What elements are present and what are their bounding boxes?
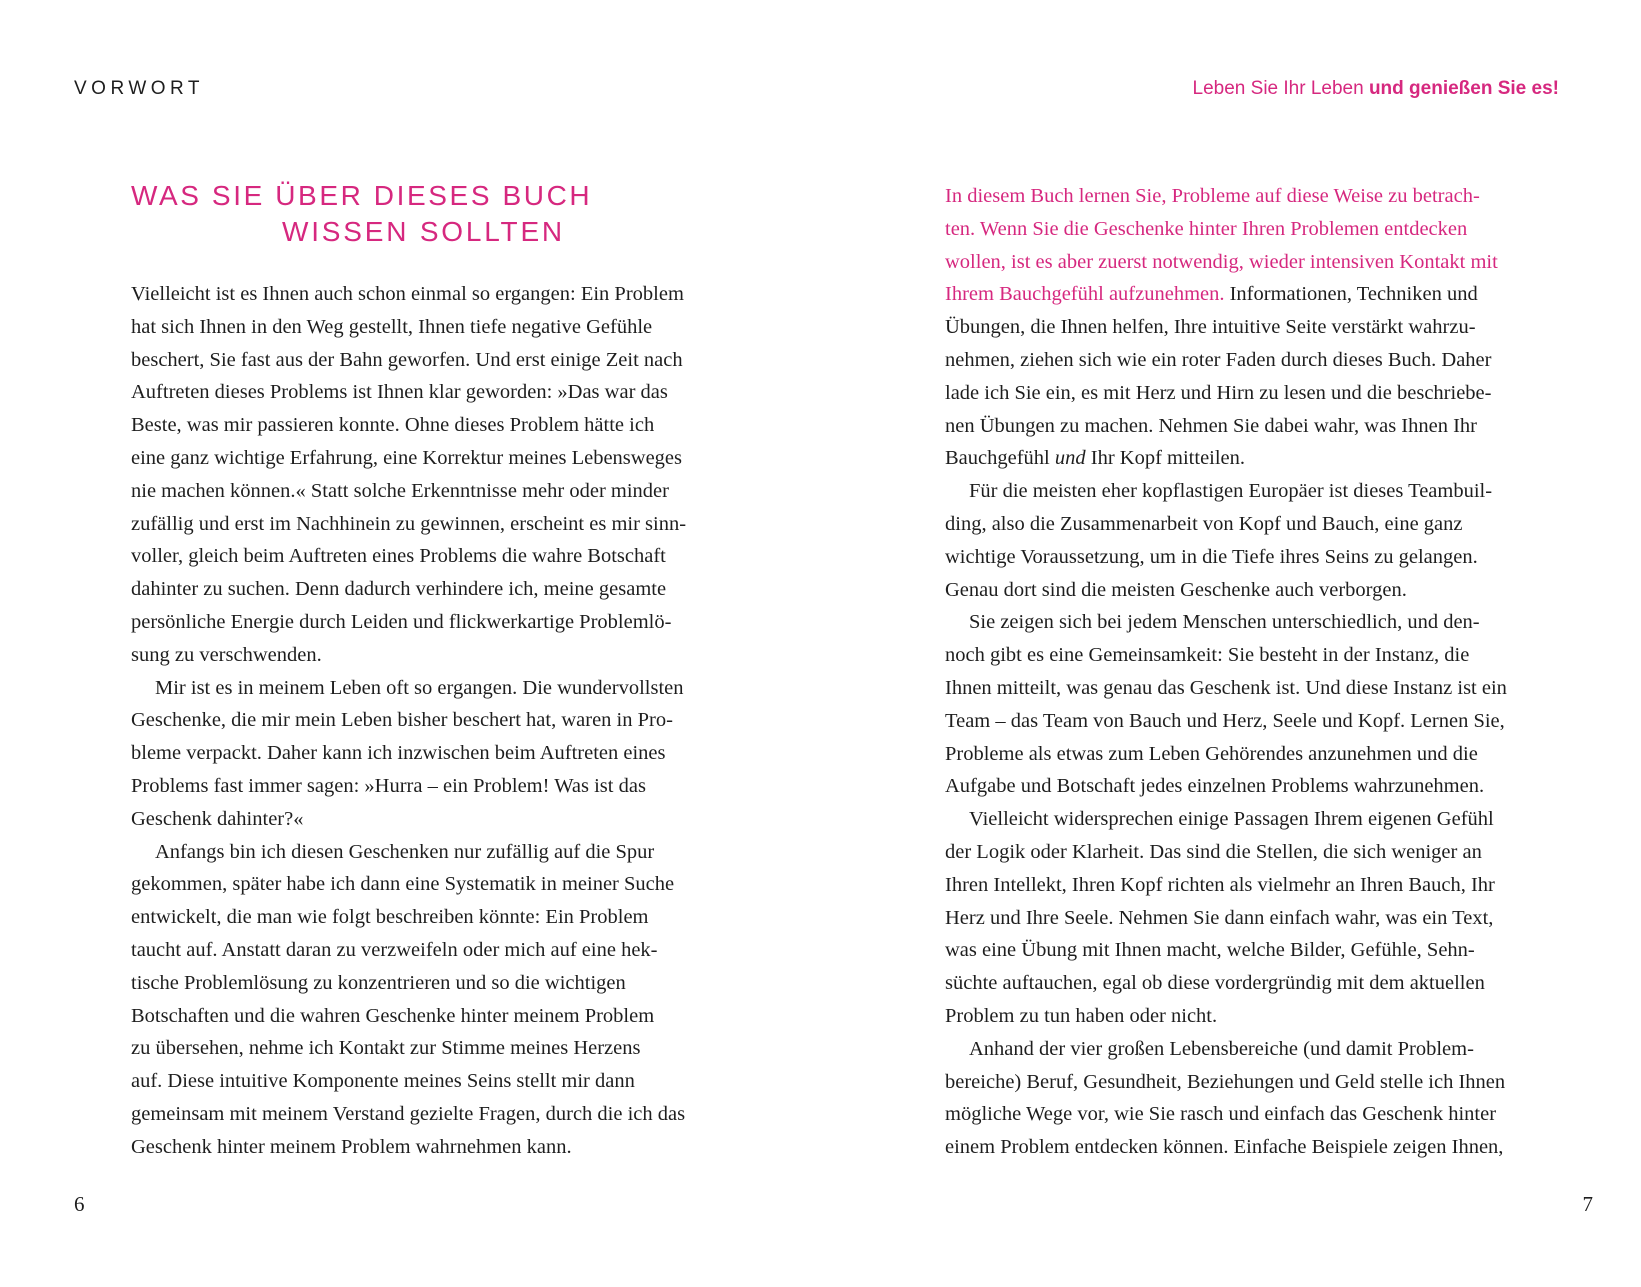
text-line: voller, gleich beim Auftreten eines Problems die wahre Botschaft	[131, 545, 666, 568]
highlight-line: ten. Wenn Sie die Geschenke hinter Ihren Problemen entdecken	[945, 217, 1468, 240]
running-head-regular: Leben Sie Ihr Leben	[1192, 78, 1369, 99]
right-body-text	[945, 180, 1545, 1164]
text-line: Genau dort sind die meisten Geschenke auch verborgen.	[945, 578, 1407, 601]
text-line: sung zu verschwenden.	[131, 643, 322, 666]
italic-word: und	[1054, 447, 1086, 470]
page-number-left: 6	[74, 1192, 85, 1216]
text-line: zu übersehen, nehme ich Kontakt zur Stimme meines Herzens	[131, 1037, 641, 1060]
text-line: mögliche Wege vor, wie Sie rasch und einfach das Geschenk hinter	[945, 1103, 1497, 1126]
running-head-right	[1193, 78, 1559, 100]
text-line: bereiche) Beruf, Gesundheit, Beziehungen und Geld stelle ich Ihnen	[945, 1070, 1506, 1093]
text-line: Mir ist es in meinem Leben oft so ergangen. Die wundervollsten	[155, 676, 684, 699]
running-head-left: VORWORT	[74, 78, 205, 99]
text-line: nen Übungen zu machen. Nehmen Sie dabei wahr, was Ihnen Ihr	[945, 414, 1477, 437]
text-line: Aufgabe und Botschaft jedes einzelnen Problems wahrzunehmen.	[945, 775, 1485, 798]
text-line: Auftreten dieses Problems ist Ihnen klar geworden: »Das war das	[131, 381, 668, 404]
chapter-title-line-2: WISSEN SOLLTEN	[282, 216, 565, 247]
text-line: tische Problemlösung zu konzentrieren und so die wichtigen	[131, 971, 626, 994]
right-page	[820, 0, 1641, 1287]
text-line: gemeinsam mit meinem Verstand gezielte Fragen, durch die ich das	[131, 1102, 686, 1125]
text-line: Botschaften und die wahren Geschenke hinter meinem Problem	[131, 1004, 655, 1027]
text-line: bleme verpackt. Daher kann ich inzwischen beim Auftreten eines	[131, 742, 666, 765]
text-line: Übungen, die Ihnen helfen, Ihre intuitive Seite verstärkt wahrzu-	[945, 316, 1476, 339]
text-line: Team – das Team von Bauch und Herz, Seele und Kopf. Lernen Sie,	[945, 709, 1505, 732]
text-line: taucht auf. Anstatt daran zu verzweifeln oder mich auf eine hek-	[131, 938, 658, 961]
text-fragment: Ihr Kopf mitteilen.	[1085, 447, 1246, 470]
text-line: Ihren Intellekt, Ihren Kopf richten als vielmehr an Ihren Bauch, Ihr	[945, 873, 1495, 896]
text-line	[945, 442, 1545, 475]
highlight-line: wollen, ist es aber zuerst notwendig, wieder intensiven Kontakt mit	[945, 250, 1498, 273]
running-head-bold: und genießen Sie es!	[1368, 78, 1559, 99]
text-line: noch gibt es eine Gemeinsamkeit: Sie besteht in der Instanz, die	[945, 644, 1470, 667]
left-body-text	[131, 278, 721, 1164]
text-line: entwickelt, die man wie folgt beschreiben könnte: Ein Problem	[131, 906, 649, 929]
text-line: Ihnen mitteilt, was genau das Geschenk ist. Und diese Instanz ist ein	[945, 676, 1507, 699]
text-line: was eine Übung mit Ihnen macht, welche Bilder, Gefühle, Sehn-	[945, 939, 1475, 962]
text-line: wichtige Voraussetzung, um in die Tiefe ihres Seins zu gelangen.	[945, 545, 1478, 568]
text-line: Herz und Ihre Seele. Nehmen Sie dann einfach wahr, was ein Text,	[945, 906, 1494, 929]
text-line: Für die meisten eher kopflastigen Europäer ist dieses Teambuil-	[969, 480, 1493, 503]
left-page	[0, 0, 820, 1287]
text-line: gekommen, später habe ich dann eine Systematik in meiner Suche	[131, 873, 675, 896]
text-line: Problems fast immer sagen: »Hurra – ein Problem! Was ist das	[131, 774, 646, 797]
page-number-right: 7	[1582, 1192, 1593, 1216]
text-line: nie machen können.« Statt solche Erkenntnisse mehr oder minder	[131, 479, 669, 502]
text-line: Geschenke, die mir mein Leben bisher beschert hat, waren in Pro-	[131, 709, 673, 732]
text-line: einem Problem entdecken können. Einfache Beispiele zeigen Ihnen,	[945, 1136, 1504, 1159]
text-line: eine ganz wichtige Erfahrung, eine Korrektur meines Lebensweges	[131, 446, 682, 469]
text-line: dahinter zu suchen. Denn dadurch verhindere ich, meine gesamte	[131, 578, 667, 601]
text-line: lade ich Sie ein, es mit Herz und Hirn zu lesen und die beschriebe-	[945, 381, 1492, 404]
text-line: Beste, was mir passieren konnte. Ohne dieses Problem hätte ich	[131, 414, 655, 437]
chapter-title-line-1: WAS SIE ÜBER DIESES BUCH	[131, 180, 593, 211]
text-line: Sie zeigen sich bei jedem Menschen unterschiedlich, und den-	[969, 611, 1480, 634]
text-line: Probleme als etwas zum Leben Gehörendes anzunehmen und die	[945, 742, 1478, 765]
text-line: Geschenk dahinter?«	[131, 807, 304, 830]
text-line: Geschenk hinter meinem Problem wahrnehmen kann.	[131, 1135, 572, 1158]
text-line: hat sich Ihnen in den Weg gestellt, Ihnen tiefe negative Gefühle	[131, 315, 653, 338]
text-line: Anfangs bin ich diesen Geschenken nur zufällig auf die Spur	[155, 840, 655, 863]
chapter-title	[131, 178, 592, 250]
highlight-line: In diesem Buch lernen Sie, Probleme auf diese Weise zu betrach-	[945, 185, 1480, 207]
text-line: persönliche Energie durch Leiden und flickwerkartige Problemlö-	[131, 610, 672, 633]
text-line: Vielleicht widersprechen einige Passagen Ihrem eigenen Gefühl	[969, 808, 1494, 831]
text-line: Problem zu tun haben oder nicht.	[945, 1004, 1218, 1027]
text-line: zufällig und erst im Nachhinein zu gewinnen, erscheint es mir sinn-	[131, 512, 687, 535]
text-line: beschert, Sie fast aus der Bahn geworfen. Und erst einige Zeit nach	[131, 348, 683, 371]
text-line: der Logik oder Klarheit. Das sind die Stellen, die sich weniger an	[945, 840, 1482, 863]
text-line: Vielleicht ist es Ihnen auch schon einmal so ergangen: Ein Problem	[131, 283, 684, 305]
text-line: auf. Diese intuitive Komponente meines Seins stellt mir dann	[131, 1070, 635, 1093]
text-line: Anhand der vier großen Lebensbereiche (und damit Problem-	[969, 1037, 1474, 1060]
text-line: nehmen, ziehen sich wie ein roter Faden durch dieses Buch. Daher	[945, 348, 1492, 371]
text-line	[945, 278, 1545, 311]
text-fragment: Informationen, Techniken und	[1224, 283, 1478, 306]
highlight-text: Ihrem Bauchgefühl aufzunehmen.	[945, 283, 1225, 306]
text-fragment: Bauchgefühl	[945, 447, 1055, 470]
text-line: ding, also die Zusammenarbeit von Kopf und Bauch, eine ganz	[945, 512, 1463, 535]
text-line: süchte auftauchen, egal ob diese vordergründig mit dem aktuellen	[945, 972, 1485, 995]
